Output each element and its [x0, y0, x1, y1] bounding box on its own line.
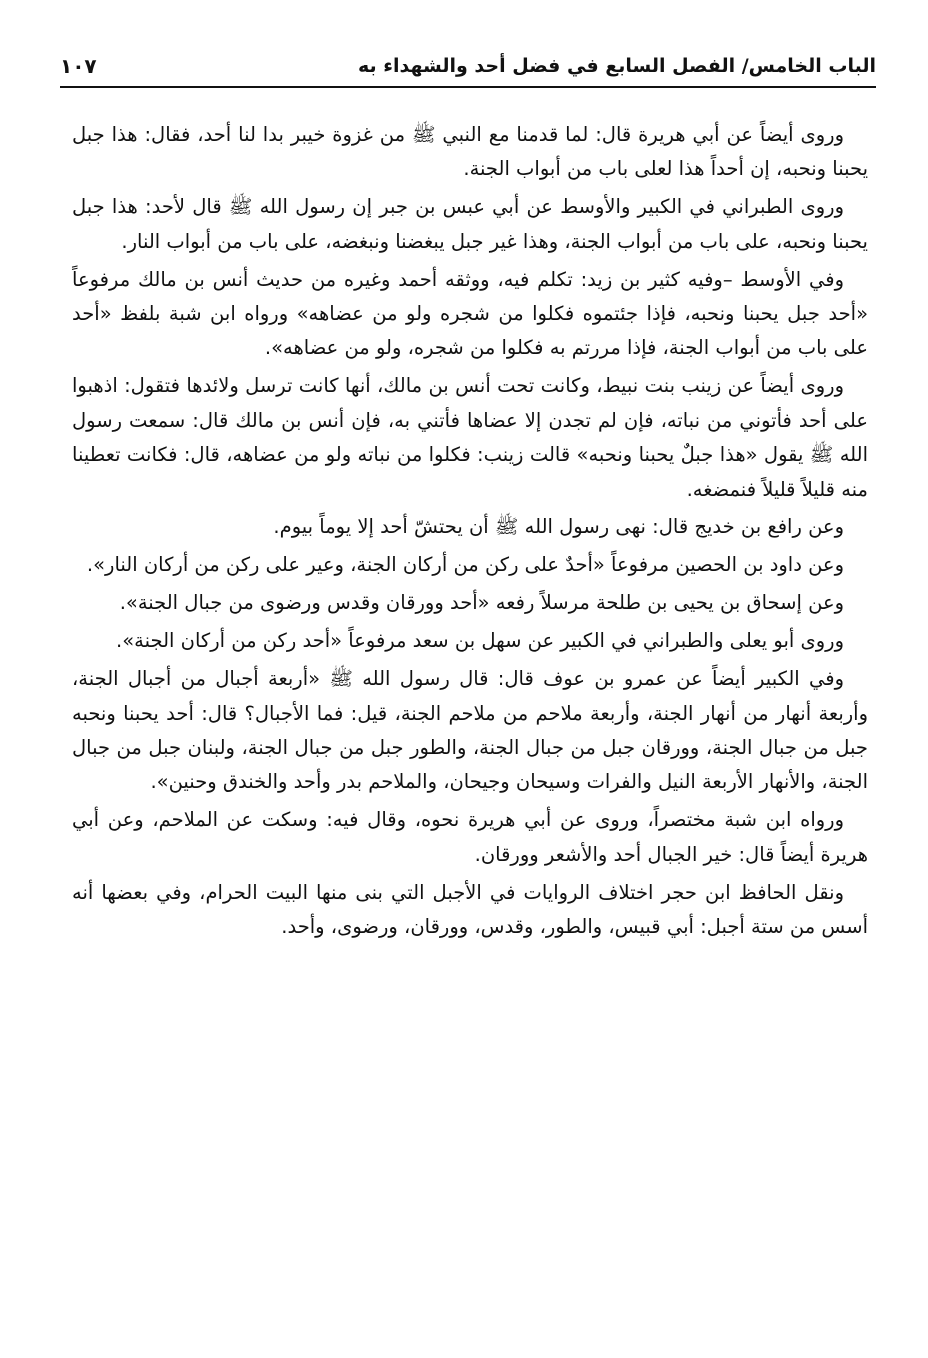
paragraph: وروى أيضاً عن زينب بنت نبيط، وكانت تحت أنس بن مالك، أنها كانت ترسل ولائدها فتقول: اذهبوا على أحد فأتوني من نباته، فإن لم تجدن إلا عضاها فأتني به، فإن أنس بن مالك قال: سمعت رسول الله ﷺ يقول «هذا جبلٌ يحبنا ونحبه» قالت زينب: فكلوا من نباته ولو من عضاهه، قال: فكانت تعطينا منه قليلاً قليلاً فنمضغه.	[72, 374, 868, 501]
paragraph: وعن رافع بن خديج قال: نهى رسول الله ﷺ أن يحتشّ أحد إلا يوماً بيوم.	[273, 515, 844, 539]
page-number: ١٠٧	[60, 54, 97, 78]
running-header	[60, 52, 876, 88]
paragraph: وعن داود بن الحصين مرفوعاً «أحدٌ على ركن من أركان الجنة، وعير على ركن من أركان النار».	[86, 553, 844, 577]
paragraph: وروى الطبراني في الكبير والأوسط عن أبي عبس بن جبر إن رسول الله ﷺ قال لأحد: هذا جبل يحبنا ونحبه، على باب من أبواب الجنة، وهذا غير جبل يبغضنا ونبغضه، على باب من أبواب النار.	[72, 195, 868, 253]
paragraph: ورواه ابن شبة مختصراً، وروى عن أبي هريرة نحوه، وقال فيه: وسكت عن الملاحم، وعن أبي هريرة أيضاً قال: خير الجبال أحد والأشعر وورقان.	[72, 808, 868, 866]
paragraph: وعن إسحاق بن يحيى بن طلحة مرسلاً رفعه «أحد وورقان وقدس ورضوى من جبال الجنة».	[119, 591, 844, 615]
paragraph: وفي الأوسط –وفيه كثير بن زيد: تكلم فيه، ووثقه أحمد وغيره من حديث أنس بن مالك مرفوعاً «أحد جبل يحبنا ونحبه، فإذا جئتموه فكلوا من شجره ولو من عضاهه» ورواه ابن شبة بلفظ «أحد على باب من أبواب الجنة، فإذا مررتم به فكلوا من شجره، ولو من عضاهه».	[72, 267, 868, 360]
paragraph: وفي الكبير أيضاً عن عمرو بن عوف قال: قال رسول الله ﷺ «أربعة أجبال من أجبال الجنة، وأربعة أنهار من أنهار الجنة، وأربعة ملاحم من ملاحم الجنة، قيل: فما الأجبال؟ قال: أحد يحبنا ونحبه جبل من جبال الجنة، وورقان جبل من جبال الجنة، والطور جبل من جبال الجنة، ولبنان جبل من جبال الجنة، والأنهار الأربعة النيل والفرات وسيحان وجيحان، والملاحم بدر وأحد والخندق وحنين».	[72, 667, 868, 794]
body-text	[72, 118, 868, 948]
chapter-title: الباب الخامس/ الفصل السابع في فضل أحد والشهداء به	[358, 55, 876, 77]
paragraph: وروى أيضاً عن أبي هريرة قال: لما قدمنا مع النبي ﷺ من غزوة خيبر بدا لنا أحد، فقال: هذا جبل يحبنا ونحبه، إن أحداً هذا لعلى باب من أبواب الجنة.	[72, 123, 868, 181]
paragraph: ونقل الحافظ ابن حجر اختلاف الروايات في الأجبل التي بنى منها البيت الحرام، وفي بعضها أنه أسس من ستة أجبل: أبي قبيس، والطور، وقدس، وورقان، ورضوى، وأحد.	[72, 880, 868, 938]
paragraph: وروى أبو يعلى والطبراني في الكبير عن سهل بن سعد مرفوعاً «أحد ركن من أركان الجنة».	[116, 629, 844, 653]
